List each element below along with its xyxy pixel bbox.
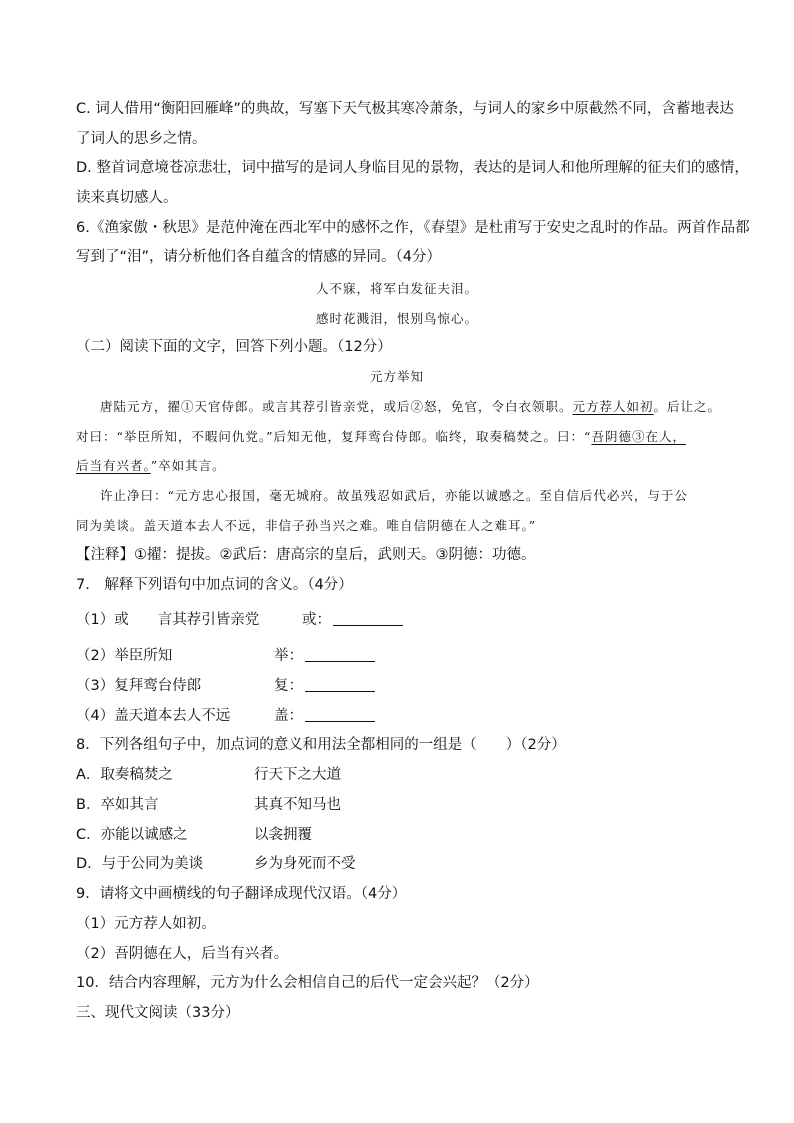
q9-item-1 [76,914,216,934]
passage-text: 唐陆元方，擢①天官侍郎。或言其荐引皆亲党，或后②怒，免官，令白衣领职。 [100,399,573,414]
passage-title: 元方举知 [369,369,424,384]
q7-answer-3 [274,676,375,696]
option-d-line1: D. 整首词意境苍凉悲壮，词中描写的是词人身临目见的景物，表达的是词人和他所理解的征夫们的感情， [76,160,749,176]
passage-line-2 [76,427,686,447]
question-6-line1: 6.《渔家傲・秋思》是范仲淹在西北军中的感怀之作，《春望》是杜甫写于安史之乱时的作品。两首作品都 [76,220,750,236]
option-c-line1: C. 词人借用“衡阳回雁峰”的典故，写塞下天气极其寒冷萧条，与词人的家乡中原截然不同，含蓄地表达 [76,101,734,117]
q7-answer-label: 或： [302,612,331,628]
q7-answer-2 [274,646,375,666]
q7-answer-label: 复： [274,678,303,694]
answer-blank[interactable] [305,647,375,662]
q8-option-right: 乡为身死而不受 [254,856,356,872]
section-2-heading: （二）阅读下面的文字，回答下列小题。（12分） [76,339,392,355]
option-d-line2: 读来真切感人。 [76,190,178,206]
passage-text: ”卒如其言。 [150,458,226,473]
section-3-heading: 三、现代文阅读（33分） [76,1005,240,1021]
q8-option-left: A．取奏稿焚之 [76,767,173,783]
q8-option-right: 以衾拥覆 [254,827,312,843]
underlined-sentence-2a: 吾阴德③在人， [591,429,686,444]
passage-text: 对曰：“举臣所知，不暇问仇党。”后知无他，复拜鸾台侍郎。临终，取奏稿焚之。曰：“ [76,429,592,444]
annotation-note: 【注释】①擢：提拔。②武后：唐高宗的皇后，武则天。③阴德：功德。 [76,547,536,563]
q8-option-a [76,765,341,785]
answer-blank[interactable] [305,707,375,722]
answer-blank[interactable] [305,677,375,692]
q9-item-end: 。 [201,916,216,932]
question-9: 9．请将文中画横线的句子翻译成现代汉语。（4分） [76,886,407,902]
passage-line-3 [76,456,226,476]
q7-item-text: （1）或 言其荐引皆亲党 [76,612,260,628]
q8-option-right: 行天下之大道 [254,767,341,783]
question-6-line2: 写到了“泪”，请分析他们各自蕴含的情感的异同。（4分） [76,249,441,265]
passage-text: 。后让之。 [653,399,722,414]
answer-blank[interactable] [333,611,403,626]
q7-item-1 [76,610,331,630]
passage-line-5: 同为美谈。盖天道本去人不远，非信子孙当兴之难。唯自信阴德在人之难耳。” [76,518,537,533]
q7-item-text: （3）复拜鸾台侍郎 [76,678,202,694]
passage-line-4: 许止净曰：“元方忠心报国，毫无城府。故虽残忍如武后，亦能以诚感之。至自信后代必兴，与于公 [100,488,688,503]
q8-option-d [76,854,356,874]
option-c-line2: 了词人的思乡之情。 [76,131,207,147]
q8-option-c [76,825,312,845]
q7-answer-1 [302,610,403,630]
q7-answer-label: 盖： [274,708,303,724]
question-10: 10．结合内容理解，元方为什么会相信自己的后代一定会兴起？（2分） [76,975,539,991]
q7-item-2 [76,646,303,666]
q8-option-right: 其真不知马也 [254,797,341,813]
q7-item-text: （2）举臣所知 [76,648,173,664]
q7-item-text: （4）盖天道本去人不远 [76,708,231,724]
q9-item-2: （2）吾阴德在人，后当有兴者。 [76,946,289,962]
q8-option-left: B．卒如其言 [76,797,159,813]
question-7: 7. 解释下列语句中加点词的含义。（4分） [76,577,353,593]
question-8: 8．下列各组句子中，加点词的意义和用法全都相同的一组是（ ）（2分） [76,737,566,753]
q8-option-b [76,795,341,815]
q7-answer-4 [274,706,375,726]
q8-option-left: C．亦能以诚感之 [76,827,188,843]
q7-item-4 [76,706,303,726]
q8-option-left: D．与于公同为美谈 [76,856,204,872]
q7-answer-label: 举： [274,648,303,664]
underlined-sentence-2b: 后当有兴者。 [76,458,151,473]
q7-item-3 [76,676,303,696]
poem-line-1: 人不寐，将军白发征夫泪。 [315,281,478,296]
underlined-sentence-1: 元方荐人如初 [572,399,654,414]
q9-item-text: （1）元方荐人如初 [76,916,202,932]
passage-line-1 [100,397,721,417]
poem-line-2: 感时花溅泪，恨别鸟惊心。 [315,311,478,326]
